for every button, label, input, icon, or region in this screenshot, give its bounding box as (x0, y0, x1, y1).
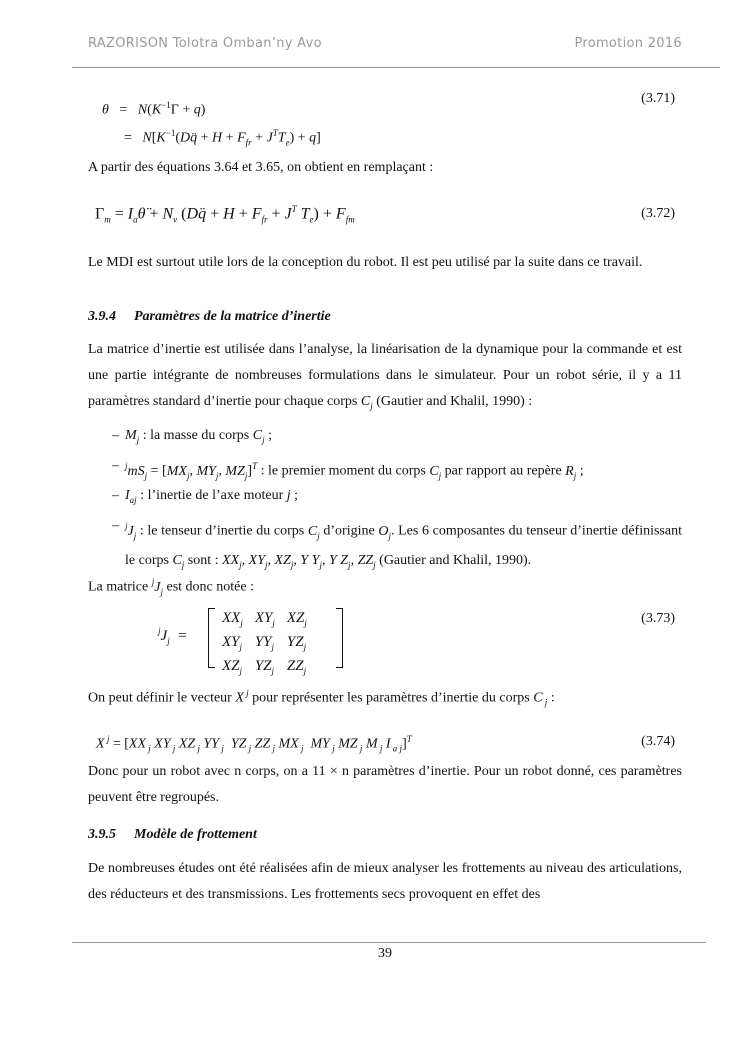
equation-number: (3.73) (641, 611, 675, 626)
paragraph-inertia: La matrice d’inertie est utilisée dans l’analyse, la linéarisation de la dynamique pour la commande et est une partie intégrante de nombreuses formulations dans le simulateur. Pour un robot série, il y a 11 paramètres standard d’inertie pour chaque corps $C_j$ (Gautier and Khalil, 1990) : (88, 342, 682, 411)
list-item: – $M_j$ : la masse du corps $C_j$ ; (112, 428, 272, 445)
equation-number: (3.71) (641, 91, 675, 106)
equation-number: (3.72) (641, 206, 675, 221)
equation-3-72: $\Gamma_m$ = $I_a\thetä + N_v$ (Dq̈ + $H + F_{fr} + J^T$ $T_e) + F_{fm}$ (95, 204, 355, 225)
paragraph: A partir des équations 3.64 et 3.65, on obtient en remplaçant : (88, 160, 434, 175)
equation-number: (3.74) (641, 734, 675, 749)
paragraph: De nombreuses études ont été réalisées afin de mieux analyser les frottements au niveau des articulations, des réducteurs et des transmissions. Les frottements secs provoquent en effet des (88, 861, 682, 902)
equation-3-74: X $^j$ = [XX $_j$ XY $_j$ XZ $_j$ YY $_j$ YZ $_j$ ZZ $_j$ MX $_j$ MY $_j$ MZ $_j$ M $_j$ I $_{a j}$]$^T$ (96, 734, 412, 754)
section-heading-3-9-5: 3.9.5 Modèle de frottement (88, 827, 257, 842)
running-header-author: RAZORISON Tolotra Omban’ny Avo (88, 36, 322, 51)
paragraph: Donc pour un robot avec n corps, on a 11 × n paramètres d’inertie. Pour un robot donné, ces paramètres peuvent être regroupés. (88, 764, 682, 805)
paragraph: La matrice $^jJ_j$ est donc notée : (88, 577, 254, 597)
header-divider (72, 67, 720, 68)
list-item: – $^jJ_j$ : le tenseur d’inertie du corps $C_j$ d’origine $O_j$. Les 6 composantes du tenseur d’inertie définissant le corps $C_j$ sont : $XX_j$, $XY_j$, $XZ_j$, Y $Y_j$, Y $Z_j$, $ZZ_j$ (Gautier and Khalil, 1990). (112, 518, 682, 571)
list-item: – $I_{aj}$ : l’inertie de l’axe moteur j ; (112, 488, 299, 505)
equation-3-71: $\theta = N(K^{-1}\Gamma + q)$ = $N[K^{-1}(Dq̈ + H + F_{fr} + J^TT_e) + q]$ (102, 100, 321, 148)
paragraph: On peut définir le vecteur X $^j$ pour représenter les paramètres d’inertie du corps C $_j$ : (88, 688, 555, 708)
paragraph: Le MDI est surtout utile lors de la conception du robot. Il est peu utilisé par la suite dans ce travail. (88, 255, 643, 270)
footer-divider (72, 942, 706, 943)
section-heading-3-9-4: 3.9.4 Paramètres de la matrice d’inertie (88, 309, 331, 324)
list-item: – $^jmS_j = [MX_j$, $MY_j$, $MZ_j]^T$ : le premier moment du corps $C_j$ par rapport au repère $R_j$ ; (112, 458, 584, 481)
page-number: 39 (378, 946, 392, 961)
running-header-promotion: Promotion 2016 (574, 36, 682, 51)
inertia-matrix-table: $XX_j$ $XY_j$ $XZ_j$ $XY_j$ $YY_j$ $YZ_j$ $XZ_j$ $YZ_j$ $ZZ_j$ (222, 610, 307, 676)
